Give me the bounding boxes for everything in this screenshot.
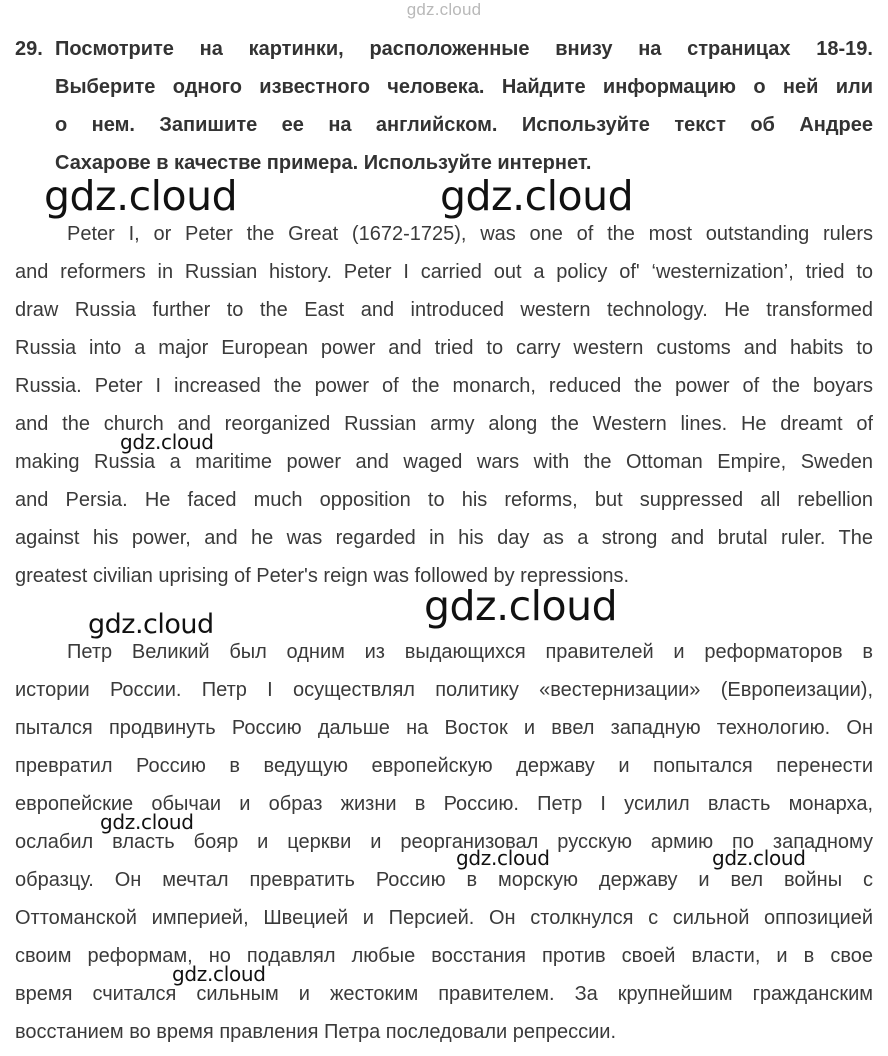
watermark: gdz.cloud [456, 846, 550, 870]
english-line: draw Russia further to the East and introduced western technology. He transformed [15, 299, 873, 321]
watermark: gdz.cloud [120, 430, 214, 454]
watermark: gdz.cloud [172, 962, 266, 986]
english-line: Russia into a major European power and tried to carry western customs and habits to [15, 337, 873, 359]
english-line: and reformers in Russian history. Peter I carried out a policy of' ‘westernization’, tried to [15, 261, 873, 283]
watermark: gdz.cloud [712, 846, 806, 870]
russian-line: европейские обычаи и образ жизни в Россию. Петр I усилил власть монарха, [15, 793, 873, 815]
russian-line: своим реформам, но подавлял любые восстания против своей власти, и в свое [15, 945, 873, 967]
english-paragraph [15, 215, 873, 595]
watermark: gdz.cloud [88, 609, 214, 640]
task-line: о нем. Запишите ее на английском. Используйте текст об Андрее [55, 114, 873, 136]
russian-line: время считался сильным и жестоким правителем. За крупнейшим гражданским [15, 983, 873, 1005]
watermark: gdz.cloud [44, 172, 238, 220]
russian-line: Петр Великий был одним из выдающихся правителей и реформаторов в [67, 641, 873, 663]
task-number: 29. [15, 38, 43, 60]
russian-line: превратил Россию в ведущую европейскую державу и попытался перенести [15, 755, 873, 777]
watermark: gdz.cloud [440, 172, 634, 220]
watermark: gdz.cloud [424, 582, 618, 630]
russian-line: восстанием во время правления Петра последовали репрессии. [15, 1021, 616, 1043]
english-line: and Persia. He faced much opposition to his reforms, but suppressed all rebellion [15, 489, 873, 511]
task-line: Сахарове в качестве примера. Используйте интернет. [55, 152, 592, 174]
english-line: Peter I, or Peter the Great (1672-1725), was one of the most outstanding rulers [67, 223, 873, 245]
russian-line: образцу. Он мечтал превратить Россию в морскую державу и вел войны с [15, 869, 873, 891]
watermark: gdz.cloud [100, 810, 194, 834]
english-line: making Russia a maritime power and waged wars with the Ottoman Empire, Sweden [15, 451, 873, 473]
english-line: greatest civilian uprising of Peter's reign was followed by repressions. [15, 565, 630, 587]
task-block [15, 30, 873, 182]
english-line: against his power, and he was regarded in his day as a strong and brutal ruler. The [15, 527, 873, 549]
task-text [55, 30, 873, 182]
task-line: Выберите одного известного человека. Найдите информацию о ней или [55, 76, 873, 98]
russian-line: ослабил власть бояр и церкви и реорганизовал русскую армию по западному [15, 831, 873, 853]
english-line: and the church and reorganized Russian army along the Western lines. He dreamt of [15, 413, 873, 435]
header-watermark: gdz.cloud [406, 0, 482, 19]
russian-line: Оттоманской империей, Швецией и Персией. Он столкнулся с сильной оппозицией [15, 907, 873, 929]
russian-paragraph [15, 633, 873, 1051]
english-line: Russia. Peter I increased the power of the monarch, reduced the power of the boyars [15, 375, 873, 397]
russian-line: истории России. Петр I осуществлял политику «вестернизации» (Европеизации), [15, 679, 873, 701]
task-line: Посмотрите на картинки, расположенные внизу на страницах 18-19. [55, 38, 873, 60]
russian-line: пытался продвинуть Россию дальше на Восток и ввел западную технологию. Он [15, 717, 873, 739]
